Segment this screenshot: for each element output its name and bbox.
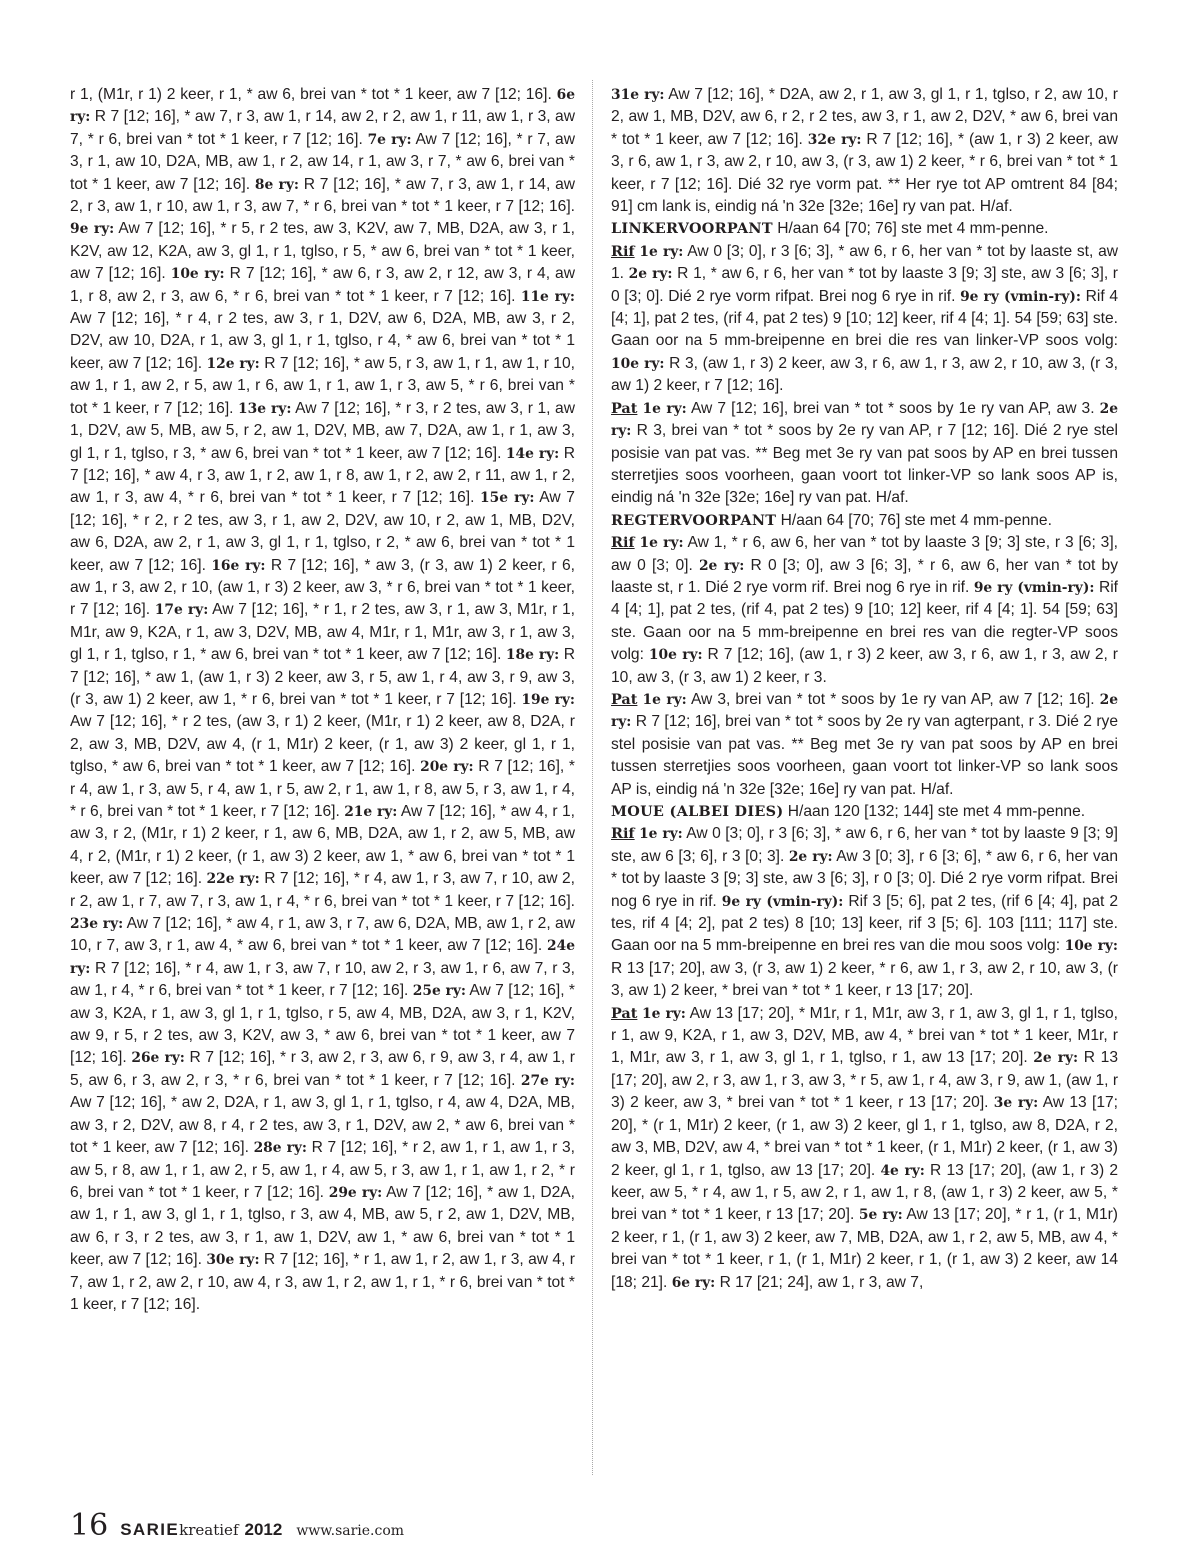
row-label: 24e ry: [70, 938, 575, 977]
paragraph [611, 241, 1118, 398]
row-label: 14e ry: [505, 445, 560, 462]
subsection-label: Rif [611, 242, 635, 260]
row-label: 18e ry: [505, 647, 560, 664]
text-run: Aw 7 [12; 16], * r 4, r 2 tes, aw 3, r 1, D2V, aw 6, D2A, MB, aw 3, r 2, D2V, aw 10, D2A, r 1, aw 3, gl 1, r 1, tglso, r 4, * aw 6, brei van * tot * 1 keer, aw 7 [12; 16]. [70, 310, 575, 372]
row-label: 2e ry: [628, 266, 673, 283]
section-heading: REGTERVOORPANT [611, 511, 777, 529]
text-run: H/aan 64 [70; 76] ste met 4 mm-penne. [776, 511, 1052, 529]
row-label: 1e ry: [639, 826, 683, 843]
text-run: Rif 3 [5; 6], pat 2 tes, (rif 6 [4; 4], pat 2 tes, rif 4 [4; 2], pat 2 tes) 8 [10; 13] keer, rif 3 [5; 6]. 103 [111; 117] ste. Gaan oor na 5 mm-breipenne en brei res van die mou soos volg: [611, 892, 1118, 955]
row-label: 19e ry: [521, 691, 575, 708]
text-run: Aw 13 [17; 20], * r 1, (r 1, M1r) 2 keer, r 1, (r 1, aw 3) 2 keer, aw 7, MB, D2A, aw 1, r 2, aw 5, MB, aw 4, * brei van * tot * 1 keer, r 1, (r 1, M1r) 2 keer, r 1, (r 1, aw 3) 2 keer, aw 14 [18; 21]. [611, 1206, 1118, 1291]
row-label: 10e ry: [170, 266, 225, 283]
subsection-label: Rif [611, 534, 635, 552]
text-run: Aw 7 [12; 16], * aw 2, D2A, r 1, aw 3, gl 1, r 1, tglso, r 4, aw 4, D2A, MB, aw 3, r 2, D2V, aw 8, r 4, r 2 tes, aw 3, r 1, D2V, aw 2, * aw 6, brei van * tot * 1 keer, aw 7 [12; 16]. [70, 1094, 575, 1157]
row-label: 16e ry: [211, 557, 266, 574]
left-column [70, 84, 575, 1316]
row-label: 9e ry (vmin-ry): [960, 288, 1081, 305]
text-run: Aw 0 [3; 0], r 3 [6; 3], * aw 6, r 6, her van * tot by laaste st, aw 1. [611, 242, 1119, 283]
text-run: R 7 [12; 16], * r 4, aw 1, r 3, aw 7, r 10, aw 2, r 3, aw 1, r 6, aw 7, r 3, aw 1, r 4, * r 6, brei van * tot * 1 keer, r 7 [12; 16]. [70, 959, 575, 1000]
subsection-label: Pat [611, 1004, 638, 1022]
text-run: Aw 3, brei van * tot * soos by 1e ry van AP, aw 7 [12; 16]. [686, 690, 1100, 708]
row-label: 10e ry: [611, 355, 665, 372]
row-label: 11e ry: [520, 288, 575, 305]
text-run: Aw 7 [12; 16], brei van * tot * soos by 1e ry van AP, aw 3. [686, 399, 1100, 417]
row-label: 2e ry: [611, 400, 1118, 440]
row-label: 2e ry: [788, 848, 833, 865]
text-run: R 7 [12; 16], * r 4, aw 1, r 3, aw 7, r 10, aw 2, r 2, aw 1, r 7, aw 7, r 3, aw 1, r 4, * r 6, brei van * tot * 1 keer, r 7 [12; 16]. [70, 870, 575, 910]
row-label: 17e ry: [154, 602, 209, 619]
row-label: 7e ry: [367, 131, 412, 148]
row-label: 4e ry: [880, 1162, 925, 1179]
text-run: Aw 7 [12; 16], * r 5, r 2 tes, aw 3, K2V, aw 7, MB, D2A, aw 3, r 1, K2V, aw 12, K2A, aw 3, gl 1, r 1, tglso, r 5, * aw 6, brei van * tot * 1 keer, aw 7 [12; 16]. [70, 220, 575, 283]
text-run: H/aan 64 [70; 76] ste met 4 mm-penne. [772, 220, 1049, 238]
row-label: 3e ry: [993, 1095, 1039, 1112]
text-run: Aw 7 [12; 16], * r 2 tes, (aw 3, r 1) 2 keer, (M1r, r 1) 2 keer, aw 8, D2A, r 2, aw 3, MB, D2V, aw 4, (r 1, M1r) 2 keer, (r 1, aw 3) 2 keer, gl 1, r 1, tglso, * aw 6, brei van * tot * 1 keer, aw 7 [12; 16]. [70, 713, 575, 776]
row-label: 2e ry: [698, 557, 745, 574]
column-divider [592, 80, 593, 1475]
text-run: Aw 7 [12; 16], * aw 4, r 1, aw 3, r 7, aw 6, D2A, MB, aw 1, r 2, aw 10, r 7, aw 3, r 1, aw 4, * aw 6, brei van * tot * 1 keer, aw 7 [12; 16]. [70, 915, 575, 955]
text-run: R 7 [12; 16], * (aw 1, r 3) 2 keer, aw 3, r 6, aw 1, r 3, aw 2, r 10, aw 3, (r 3, aw 1) 2 keer, * r 6, brei van * tot * 1 keer, r 7 [12; 16]. Dié 32 rye vorm pat. ** Her rye tot AP omtrent 84 [84; 91] cm lank is, eindig ná 'n 32e [32e; 16e] ry van pat. H/af. [611, 130, 1118, 216]
paragraph [611, 218, 1118, 240]
page-number: 16 [70, 1508, 109, 1543]
text-run: Aw 7 [12; 16], * D2A, aw 2, r 1, aw 3, gl 1, r 1, tglso, r 2, aw 10, r 2, aw 1, MB, D2V, aw 6, r 2, r 2 tes, aw 3, r 1, aw 2, D2V, * aw 6, brei van * tot * 1 keer, aw 7 [12; 16]. [611, 86, 1118, 148]
subsection-label: Rif [611, 825, 635, 843]
brand-name: SARIE [120, 1520, 180, 1539]
row-label: 30e ry: [206, 1252, 260, 1269]
text-run: R 7 [12; 16], * aw 7, r 3, aw 1, r 14, aw 2, r 3, aw 1, r 10, aw 1, r 3, aw 7, * r 6, brei van * tot * 1 keer, r 7 [12; 16]. [70, 175, 576, 216]
text-run: R 7 [12; 16], * aw 6, r 3, aw 2, r 12, aw 3, r 4, aw 1, r 8, aw 2, r 3, aw 6, * r 6, brei van * tot * 1 keer, r 7 [12; 16]. [70, 265, 575, 305]
text-run: R 7 [12; 16], * r 2, aw 1, r 1, aw 1, r 3, aw 5, r 8, aw 1, r 1, aw 2, r 5, aw 1, r 4, aw 5, r 3, aw 1, r 1, aw 1, r 2, * r 6, brei van * tot * 1 keer, r 7 [12; 16]. [70, 1139, 575, 1201]
row-label: 29e ry: [328, 1184, 383, 1201]
row-label: 10e ry: [648, 647, 703, 664]
text-run: R 0 [3; 0], aw 3 [6; 3], * r 6, aw 6, her van * tot by laaste st, r 1. Dié 2 rye vorm rif. Brei nog 6 rye in rif. [611, 556, 1118, 596]
row-label: 22e ry: [206, 871, 260, 888]
text-run: R 7 [12; 16], * aw 5, r 3, aw 1, r 1, aw 1, r 10, aw 1, r 1, aw 2, r 5, aw 1, r 6, aw 1, r 1, aw 1, r 3, aw 5, * r 6, brei van * tot * 1 keer, r 7 [12; 16]. [70, 354, 575, 417]
row-label: 1e ry: [639, 243, 684, 260]
right-column [611, 84, 1118, 1294]
section-heading: LINKERVOORPANT [611, 220, 773, 238]
row-label: 9e ry: [70, 221, 115, 238]
text-run: R 7 [12; 16], * aw 7, r 3, aw 1, r 14, aw 2, r 2, aw 1, r 11, aw 1, r 3, aw 7, * r 6, brei van * tot * 1 keer, r 7 [12; 16]. [70, 108, 575, 148]
text-run: R 13 [17; 20], (aw 1, r 3) 2 keer, aw 5, * r 4, aw 1, r 5, aw 2, r 1, aw 1, r 8, (aw 1, r 3) 2 keer, aw 5, * brei van * tot * 1 keer, r 13 [17; 20]. [611, 1161, 1119, 1224]
text-run: Aw 13 [17; 20], * M1r, r 1, M1r, aw 3, r 1, aw 3, gl 1, r 1, tglso, r 1, aw 9, K2A, r 1, aw 3, D2V, MB, aw 4, * brei van * tot * 1 keer, M1r, r 1, M1r, aw 3, r 1, aw 3, gl 1, r 1, tglso, r 1, aw 13 [17; 20]. [611, 1004, 1118, 1067]
text-run: R 7 [12; 16], * aw 4, r 3, aw 1, r 2, aw 1, r 8, aw 1, r 2, aw 2, r 11, aw 1, r 2, aw 1, r 3, aw 4, * r 6, brei van * tot * 1 keer, r 7 [12; 16]. [70, 444, 575, 507]
text-run: R 7 [12; 16], * aw 1, (aw 1, r 3) 2 keer, aw 3, r 5, aw 1, r 4, aw 3, r 9, aw 3, (r 3, aw 1) 2 keer, aw 1, * r 6, brei van * tot * 1 keer, r 7 [12; 16]. [70, 646, 575, 708]
row-label: 2e ry: [611, 691, 1118, 731]
row-label: 21e ry: [344, 804, 398, 820]
row-label: 28e ry: [253, 1140, 308, 1157]
row-label: 8e ry: [254, 176, 299, 193]
issue-year: 2012 [244, 1520, 283, 1539]
subsection-label: Pat [611, 399, 638, 417]
text-run: R 13 [17; 20], aw 3, (r 3, aw 1) 2 keer, * r 6, aw 1, r 3, aw 2, r 10, aw 3, (r 3, aw 1) 2 keer, * brei van * tot * 1 keer, r 13 [17; 20]. [611, 959, 1118, 1000]
row-label: 23e ry: [70, 916, 124, 933]
text-run: Aw 0 [3; 0], r 3 [6; 3], * aw 6, r 6, her van * tot by laaste 9 [3; 9] ste, aw 6 [3; 6], r 3 [0; 3]. [611, 825, 1119, 865]
text-run: R 7 [12; 16], * aw 3, (r 3, aw 1) 2 keer, r 6, aw 1, r 3, aw 2, r 10, (aw 1, r 3) 2 keer, aw 3, * r 6, brei van * tot * 1 keer, r 7 [12; 16]. [70, 556, 575, 619]
text-run: Aw 7 [12; 16], * aw 4, r 1, aw 3, r 2, (M1r, r 1) 2 keer, r 1, aw 6, MB, D2A, aw 1, r 2, aw 5, MB, aw 4, r 2, (M1r, r 1) 2 keer, (r 1, aw 3) 2 keer, aw 1, * aw 6, brei van * tot * 1 keer, aw 7 [12; 16]. [70, 803, 575, 888]
row-label: 15e ry: [480, 490, 535, 507]
text-run: R 7 [12; 16], brei van * tot * soos by 2e ry van agterpant, r 3. Dié 2 rye stel posisie van pat vas. ** Beg met 3e ry van pat soos by AP en brei tussen sterretjies soos voorheen, gaan voort tot linker-VP so lank soos AP is, eindig ná 'n 32e [32e; 16e] ry van pat. H/af. [611, 713, 1118, 798]
text-run: r 1, (M1r, r 1) 2 keer, r 1, * aw 6, brei van * tot * 1 keer, aw 7 [12; 16]. [70, 86, 557, 103]
text-run: Aw 3 [0; 3], r 6 [3; 6], * aw 6, r 6, her van * tot by laaste 3 [9; 3] ste, aw 3 [6; 3], r 0 [3; 0]. Dié 2 rye vorm rifpat. Brei nog 6 rye in rif. [611, 847, 1119, 910]
text-run: Aw 7 [12; 16], * r 1, r 2 tes, aw 3, r 1, aw 3, M1r, r 1, M1r, aw 9, K2A, r 1, aw 3, D2V, MB, aw 4, M1r, r 1, M1r, aw 3, r 1, aw 3, gl 1, r 1, tglso, r 1, * aw 6, brei van * tot * 1 keer, aw 7 [12; 16]. [70, 601, 575, 664]
row-label: 1e ry: [642, 400, 687, 417]
row-label: 1e ry: [639, 535, 684, 552]
row-label: 32e ry: [807, 131, 862, 148]
paragraph [611, 398, 1118, 510]
row-label: 10e ry: [1064, 938, 1118, 955]
subsection-label: Pat [611, 690, 638, 708]
paragraph [611, 510, 1118, 532]
text-run: Aw 7 [12; 16], * r 2, r 2 tes, aw 3, r 1, aw 2, D2V, aw 10, r 2, aw 1, MB, D2V, aw 6, D2A, aw 2, r 1, aw 3, gl 1, r 1, tglso, r 2, * aw 6, brei van * tot * 1 keer, aw 7 [12; 16]. [70, 489, 575, 574]
text-run: R 3, brei van * tot * soos by 2e ry van AP, r 7 [12; 16]. Dié 2 rye stel posisie van pat vas. ** Beg met 3e ry van pat soos by AP en brei tussen sterretjies soos voorheen, gaan voort tot linker-VP so lank soos AP is, eindig ná 'n 32e [32e; 16e] ry van pat. H/af. [611, 422, 1118, 507]
text-run: Aw 1, * r 6, aw 6, her van * tot by laaste 3 [9; 3] ste, r 3 [6; 3], aw 0 [3; 0]. [611, 534, 1118, 574]
text-run: R 1, * aw 6, r 6, her van * tot by laaste 3 [9; 3] ste, aw 3 [6; 3], r 0 [3; 0]. Dié 2 rye vorm rifpat. Brei nog 6 rye in rif. [611, 265, 1118, 305]
row-label: 25e ry: [412, 983, 466, 1000]
row-label: 1e ry: [642, 691, 687, 708]
text-run: Aw 7 [12; 16], * aw 1, D2A, aw 1, r 1, aw 3, gl 1, r 1, tglso, r 3, aw 4, MB, aw 5, r 2, aw 1, D2V, MB, aw 6, r 3, r 2 tes, aw 3, r 1, aw 1, D2V, aw 1, * aw 6, brei van * tot * 1 keer, aw 7 [12; 16]. [70, 1183, 575, 1269]
text-run: Rif 4 [4; 1], pat 2 tes, (rif 4, pat 2 tes) 9 [10; 12] keer, rif 4 [4; 1]. 54 [59; 63] ste. Gaan oor na 5 mm-breipenne en brei die res van linker-VP soos volg: [611, 287, 1118, 350]
text-run: R 7 [12; 16], * r 1, aw 1, r 2, aw 1, r 3, aw 4, r 7, aw 1, r 2, aw 2, r 10, aw 4, r 3, aw 1, r 2, aw 1, r 1, * r 6, brei van * tot * 1 keer, r 7 [12; 16]. [70, 1251, 575, 1313]
row-label: 26e ry: [131, 1050, 185, 1067]
row-label: 9e ry (vmin-ry): [721, 893, 844, 910]
row-label: 9e ry (vmin-ry): [973, 579, 1095, 596]
section-heading: MOUE (ALBEI DIES) [611, 803, 784, 820]
text-run: Aw 7 [12; 16], * r 3, r 2 tes, aw 3, r 1, aw 1, D2V, aw 5, MB, aw 5, r 2, aw 1, D2V, MB, aw 7, D2A, aw 1, r 1, aw 3, gl 1, r 1, tglso, r 3, * aw 6, brei van * tot * 1 keer, aw 7 [12; 16]. [70, 399, 575, 462]
row-label: 20e ry: [420, 759, 474, 776]
paragraph [70, 84, 575, 1316]
text-run: R 3, (aw 1, r 3) 2 keer, aw 3, r 6, aw 1, r 3, aw 2, r 10, aw 3, (r 3, aw 1) 2 keer, r 7 [12; 16]. [611, 354, 1118, 395]
text-run: Aw 13 [17; 20], * (r 1, M1r) 2 keer, (r 1, aw 3) 2 keer, gl 1, r 1, tglso, aw 8, D2A, r 2, aw 3, MB, D2V, aw 4, * brei van * tot * 1 keer, (r 1, M1r) 2 keer, (r 1, aw 3) 2 keer, gl 1, r 1, tglso, aw 13 [17; 20]. [611, 1094, 1118, 1179]
text-run: R 7 [12; 16], (aw 1, r 3) 2 keer, aw 3, r 6, aw 1, r 3, aw 2, r 10, aw 3, (r 3, aw 1) 2 keer, r 3. [611, 646, 1118, 686]
row-label: 5e ry: [858, 1207, 903, 1224]
text-run: Rif 4 [4; 1], pat 2 tes, (rif 4, pat 2 tes) 9 [10; 12] keer, rif 4 [4; 1]. 54 [59; 63] ste. Gaan oor na 5 mm-breipenne en brei res van die regter-VP soos volg: [611, 578, 1118, 664]
row-label: 2e ry: [1033, 1050, 1079, 1067]
row-label: 27e ry: [520, 1072, 575, 1089]
paragraph [611, 689, 1118, 801]
row-label: 31e ry: [611, 87, 665, 103]
website-url: www.sarie.com [296, 1523, 405, 1539]
text-run: R 7 [12; 16], * r 4, aw 1, r 3, aw 5, r 4, aw 1, r 5, aw 2, r 1, aw 1, r 8, aw 5, r 3, aw 1, r 4, * r 6, brei van * tot * 1 keer, r 7 [12; 16]. [70, 758, 575, 820]
row-label: 12e ry: [206, 355, 260, 372]
row-label: 6e ry: [70, 87, 575, 126]
page-footer [70, 1508, 404, 1543]
paragraph [611, 823, 1118, 1002]
text-run: R 7 [12; 16], * r 3, aw 2, r 3, aw 6, r 9, aw 3, r 4, aw 1, r 5, aw 6, r 3, aw 2, r 3, * r 6, brei van * tot * 1 keer, r 7 [12; 16]. [70, 1049, 575, 1089]
brand-suffix: kreatief [179, 1521, 239, 1539]
text-run: R 17 [21; 24], aw 1, r 3, aw 7, [715, 1273, 924, 1291]
text-run: H/aan 120 [132; 144] ste met 4 mm-penne. [783, 803, 1086, 820]
row-label: 1e ry: [642, 1005, 686, 1022]
paragraph [611, 532, 1118, 689]
text-run: Aw 7 [12; 16], * r 7, aw 3, r 1, aw 10, D2A, MB, aw 1, r 2, aw 14, r 1, aw 3, r 7, * aw 6, brei van * tot * 1 keer, aw 7 [12; 16]. [70, 130, 575, 193]
row-label: 13e ry: [238, 400, 292, 417]
paragraph [611, 1003, 1118, 1294]
paragraph [611, 801, 1118, 823]
text-run: Aw 7 [12; 16], * aw 3, K2A, r 1, aw 3, gl 1, r 1, tglso, r 5, aw 4, MB, D2A, aw 3, r 1, K2V, aw 9, r 5, r 2 tes, aw 3, K2V, aw 3, * aw 6, brei van * tot * 1 keer, aw 7 [12; 16]. [70, 982, 575, 1067]
text-run: R 13 [17; 20], aw 2, r 3, aw 1, r 3, aw 3, * r 5, aw 1, r 4, aw 3, r 9, aw 1, (aw 1, r 3) 2 keer, aw 3, * brei van * tot * 1 keer, r 13 [17; 20]. [611, 1049, 1119, 1112]
row-label: 6e ry: [671, 1274, 716, 1291]
paragraph [611, 84, 1118, 218]
